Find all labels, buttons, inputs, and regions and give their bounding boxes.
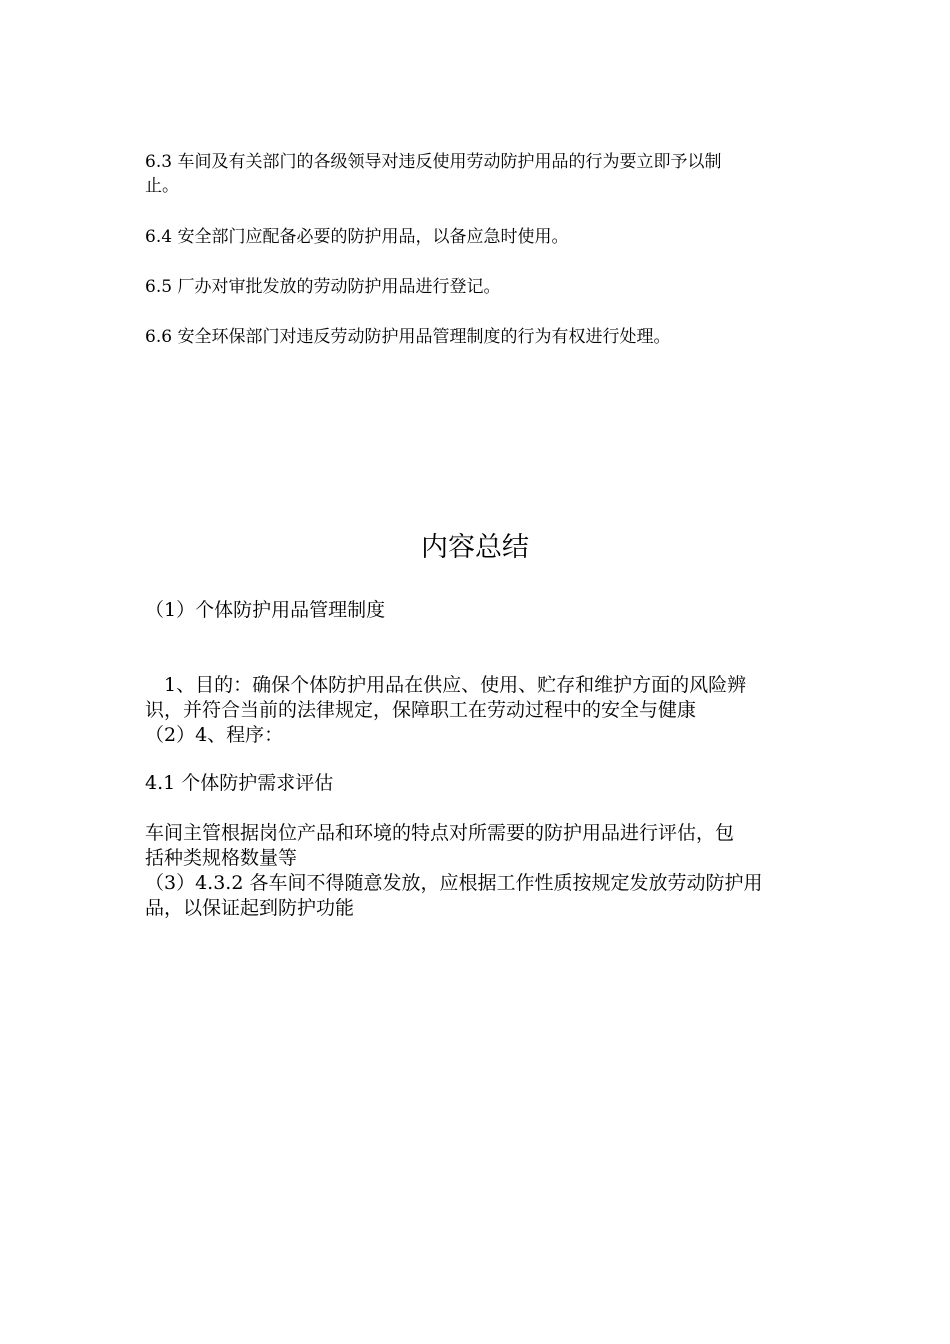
purpose-paragraph <box>145 673 805 748</box>
summary-heading-1 <box>145 598 805 623</box>
paragraph-4-1-text: 4.1 个体防护需求评估 <box>145 772 334 794</box>
assessment-line-1: 车间主管根据岗位产品和环境的特点对所需要的防护用品进行评估，包 <box>145 822 735 844</box>
paragraph-4-1 <box>145 771 805 796</box>
paragraph-6-6 <box>145 325 805 349</box>
paragraph-6-5 <box>145 275 805 299</box>
paragraph-6-6-text: 6.6 安全环保部门对违反劳动防护用品管理制度的行为有权进行处理。 <box>145 327 671 347</box>
paragraph-6-3-line-2: 止。 <box>145 176 179 196</box>
purpose-line-3: （2）4、程序： <box>145 724 284 746</box>
assessment-paragraph <box>145 821 805 921</box>
assessment-line-4: 品，以保证起到防护功能 <box>145 897 355 919</box>
purpose-line-2: 识，并符合当前的法律规定，保障职工在劳动过程中的安全与健康 <box>145 699 697 721</box>
paragraph-6-3-line-1: 6.3 车间及有关部门的各级领导对违反使用劳动防护用品的行为要立即予以制 <box>145 152 722 172</box>
purpose-line-1: 1、目的：确保个体防护用品在供应、使用、贮存和维护方面的风险辨 <box>145 674 747 696</box>
paragraph-6-4 <box>145 225 805 249</box>
paragraph-6-5-text: 6.5 厂办对审批发放的劳动防护用品进行登记。 <box>145 277 501 297</box>
assessment-line-3: （3）4.3.2 各车间不得随意发放，应根据工作性质按规定发放劳动防护用 <box>145 872 763 894</box>
summary-heading-1-text: （1）个体防护用品管理制度 <box>145 599 386 621</box>
paragraph-6-3 <box>145 150 805 198</box>
paragraph-6-4-text: 6.4 安全部门应配备必要的防护用品，以备应急时使用。 <box>145 227 569 247</box>
summary-title: 内容总结 <box>421 532 529 563</box>
assessment-line-2: 括种类规格数量等 <box>145 847 298 869</box>
